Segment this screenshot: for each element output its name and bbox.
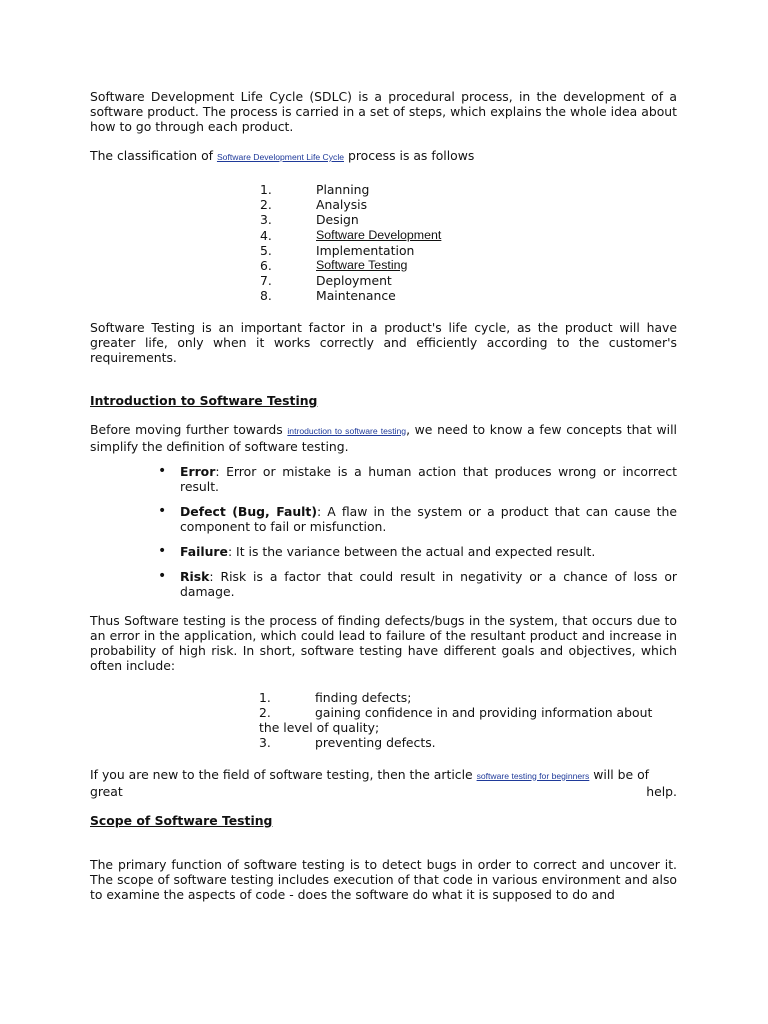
concepts-list: [157, 464, 677, 599]
goal-number: 3.: [259, 734, 271, 750]
software-testing-link[interactable]: Software Testing: [316, 257, 408, 272]
list-item: [157, 544, 677, 559]
step-label: Design: [316, 212, 359, 228]
step-number: 7.: [260, 273, 272, 289]
thus-paragraph: Thus Software testing is the process of finding defects/bugs in the system, that occurs due to an error in the application, which could lead to failure of the resultant product and increase in probability of high risk. In short, software testing have different goals and objectives, which often include:: [90, 612, 677, 673]
bullet-icon: •: [158, 567, 167, 584]
concept-term: Risk: [180, 568, 210, 584]
before-moving-paragraph: [90, 422, 677, 454]
step-number: 6.: [260, 257, 272, 273]
list-item: [260, 182, 677, 197]
goal-number: 1.: [259, 689, 271, 705]
beginners-word-help: help.: [646, 783, 677, 799]
concept-description: : Error or mistake is a human action that produces wrong or incorrect result.: [180, 463, 677, 494]
list-item: [259, 690, 677, 705]
document-content: [90, 89, 677, 902]
bullet-icon: •: [158, 542, 167, 559]
beginners-suffix: will be of: [589, 766, 650, 782]
step-number: 2.: [260, 197, 272, 213]
list-item: [157, 464, 677, 494]
list-item: [259, 735, 677, 750]
software-development-link[interactable]: Software Development: [316, 227, 442, 242]
scope-heading: Scope of Software Testing: [90, 812, 273, 828]
sdlc-steps-list: [260, 182, 677, 304]
step-number: 1.: [260, 182, 272, 197]
step-number: 5.: [260, 242, 272, 258]
concept-description: : It is the variance between the actual and expected result.: [227, 543, 596, 559]
intro-software-testing-link[interactable]: introduction to software testing: [287, 425, 407, 436]
before-moving-prefix: Before moving further towards: [90, 421, 288, 437]
list-item: [260, 243, 677, 258]
list-item: [260, 258, 677, 273]
step-number: 8.: [260, 288, 272, 304]
bullet-icon: •: [158, 462, 167, 479]
before-moving-suffix: , we need to know a few concepts that will simplify the definition of software testing.: [90, 421, 677, 454]
step-label: Planning: [316, 182, 370, 197]
step-label: Analysis: [316, 197, 368, 213]
concept-term: Error: [180, 463, 216, 479]
bullet-icon: •: [158, 502, 167, 519]
beginners-line-2: [90, 784, 677, 799]
goal-text: finding defects;: [315, 689, 412, 705]
step-number: 3.: [260, 212, 272, 228]
step-label: Deployment: [316, 273, 392, 289]
goal-text: gaining confidence in and providing information about: [315, 704, 653, 720]
list-item: [157, 504, 677, 534]
list-item: [260, 273, 677, 288]
concept-term: Failure: [180, 543, 228, 559]
list-item: [157, 569, 677, 599]
list-item: [260, 212, 677, 227]
goal-text: preventing defects.: [315, 734, 436, 750]
sdlc-intro-paragraph: Software Development Life Cycle (SDLC) is a procedural process, in the development of a software product. The process is carried in a set of steps, which explains the whole idea about how to go through each product.: [90, 89, 677, 134]
classification-prefix: The classification of: [90, 148, 217, 163]
list-item: [259, 705, 677, 720]
classification-paragraph: [90, 148, 677, 165]
beginners-paragraph: [90, 767, 677, 799]
concept-description: : A flaw in the system or a product that can cause the component to fail or misfunction.: [180, 503, 678, 534]
beginners-prefix: If you are new to the field of software testing, then the article: [90, 766, 477, 782]
concept-term: Defect (Bug, Fault): [180, 503, 317, 519]
intro-testing-heading: Introduction to Software Testing: [90, 392, 318, 408]
list-item: [260, 288, 677, 303]
sdlc-link[interactable]: Software Development Life Cycle: [216, 152, 345, 162]
goal-number: 2.: [259, 704, 271, 720]
list-item: [260, 228, 677, 243]
goals-list: [259, 690, 677, 750]
list-item: [260, 197, 677, 212]
step-label: Maintenance: [316, 288, 396, 304]
goal-continuation: the level of quality;: [259, 719, 380, 735]
step-label: Implementation: [316, 242, 415, 258]
classification-suffix: process is as follows: [344, 148, 475, 163]
step-number: 4.: [260, 227, 272, 243]
beginners-line-1: [90, 767, 677, 784]
testing-importance-paragraph: Software Testing is an important factor in a product's life cycle, as the product will have greater life, only when it works correctly and efficiently according to the customer's requirements.: [90, 319, 677, 365]
concept-description: : Risk is a factor that could result in negativity or a chance of loss or damage.: [180, 568, 677, 599]
beginners-link[interactable]: software testing for beginners: [476, 770, 590, 781]
beginners-word-great: great: [90, 783, 123, 799]
scope-paragraph: The primary function of software testing is to detect bugs in order to correct and uncover it. The scope of software testing includes execution of that code in various environment and also to examine the aspects of code - does the software do what it is supposed to do and: [90, 856, 677, 902]
